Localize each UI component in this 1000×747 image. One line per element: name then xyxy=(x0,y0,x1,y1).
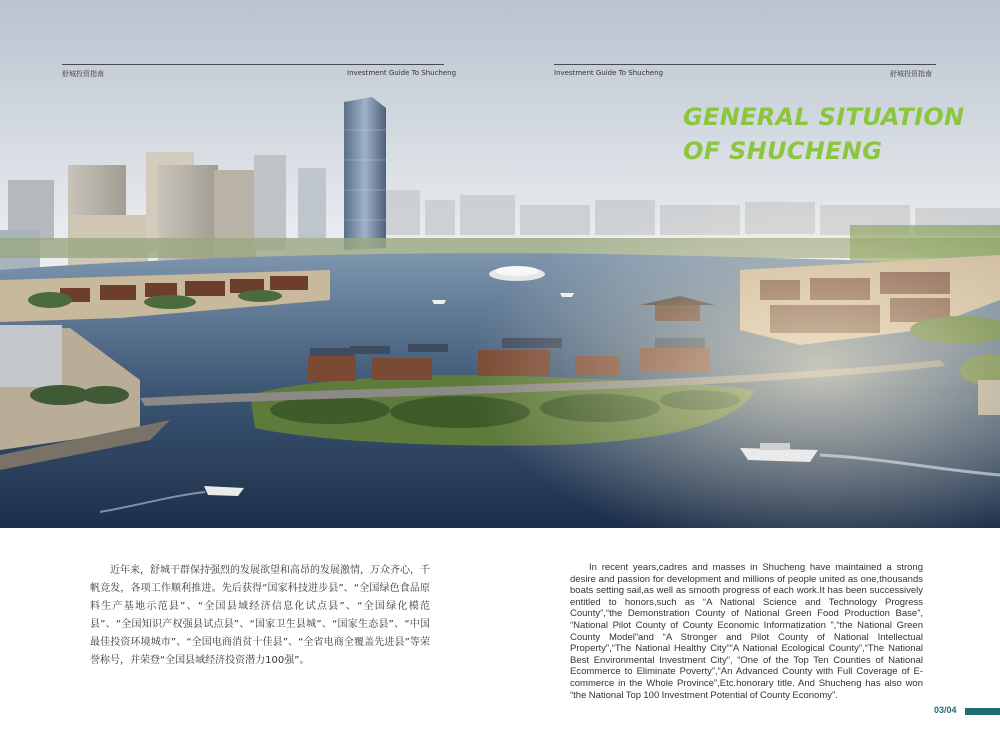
body-text-chinese: 近年来，舒城干群保持强烈的发展欲望和高昂的发展激情，万众齐心，千帆竞发，各项工作顺利推进。先后获得“国家科技进步县”、“全国绿色食品原料生产基地示范县”、“全国县域经济信息化试点县”、“全国绿化模范县”、“全国知识产权强县试点县”、“国家卫生县城”、“国家生态县”、“中国最佳投资环境城市”、“全国电商消贫十佳县”、“全省电商全覆盖先进县”等荣誉称号，并荣登“全国县域经济投资潜力100强”。 xyxy=(90,565,430,666)
page-title xyxy=(683,100,964,168)
header-rule-left xyxy=(62,64,444,65)
header-left-en: Investment Guide To Shucheng xyxy=(347,69,457,77)
page-number-bar xyxy=(965,708,1000,715)
header-rule-right xyxy=(554,64,936,65)
header-right-en: Investment Guide To Shucheng xyxy=(554,69,664,77)
page-title-line-2: OF SHUCHENG xyxy=(683,137,883,165)
header-left-cn: 舒城投资指南 xyxy=(62,70,104,78)
header-right-cn: 舒城投资指南 xyxy=(890,70,932,78)
page-number: 03/04 xyxy=(934,705,957,715)
body-text-english: In recent years,cadres and masses in Shucheng have maintained a strong desire and passion for development and millions of people united as one,thousands boats setting sail,as well as smooth progress of each work.It has been successively entitled to honors,such as “A National Science and Technology Progress County”,“the Demonstration County of National Green Food Production Base”, “National Pilot County of County Economic Informatization ”,“the National Green County Model”and “A Stronger and Pilot County of National Intellectual Property”,“The National Healthy City”“A National Ecological County”,“The National Best Environmental Investment City”, “One of the Top Ten Counties of National Ecommerce to Eliminate Poverty”,“An Advanced County with Full Coverage of E-commerce in the Whole Province”,Etc.honorary title. And Shucheng has also won “the National Top 100 Investment Potential of County Economy”. xyxy=(570,562,923,701)
page-title-line-1: GENERAL SITUATION xyxy=(683,103,965,131)
